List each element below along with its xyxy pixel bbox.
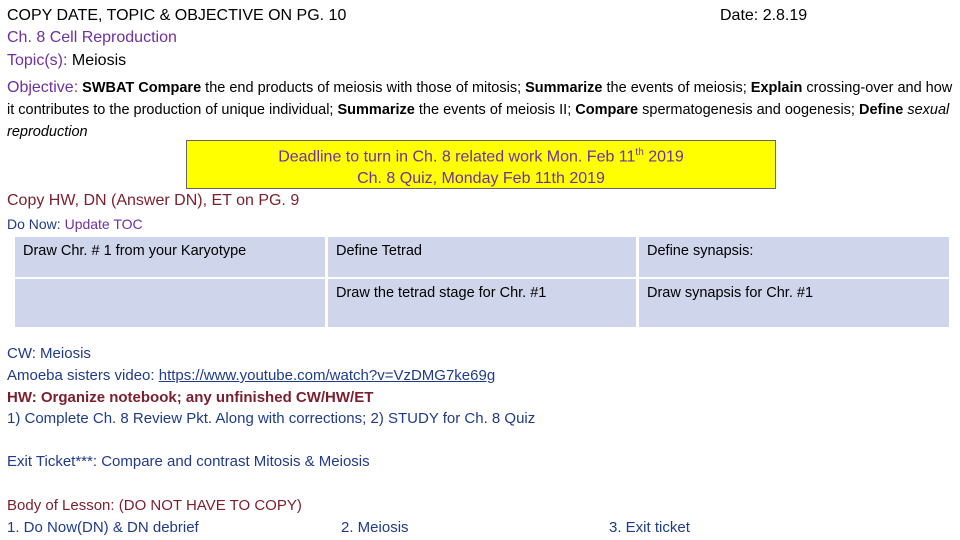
objective-label: Objective: [7, 79, 79, 96]
do-now-label: Do Now: [7, 216, 61, 232]
homework-tasks: 1) Complete Ch. 8 Review Pkt. Along with corrections; 2) STUDY for Ch. 8 Quiz [7, 410, 536, 427]
lesson-step-1: 1. Do Now(DN) & DN debrief [7, 519, 199, 536]
table-cell [15, 279, 325, 327]
objective-paragraph [7, 77, 953, 143]
objective-verb: Summarize [525, 80, 603, 96]
table-cell: Draw synapsis for Chr. #1 [639, 279, 949, 327]
video-line [7, 366, 495, 386]
deadline-line-1 [187, 142, 775, 168]
do-now-table [12, 235, 952, 329]
objective-text: spermatogenesis and oogenesis; [638, 102, 859, 118]
deadline-text: Deadline to turn in Ch. 8 related work Mon. Feb 11 [278, 148, 636, 166]
classwork-line: CW: Meiosis [7, 345, 91, 362]
exit-ticket-line: Exit Ticket***: Compare and contrast Mitosis & Meiosis [7, 453, 370, 470]
deadline-superscript: th [635, 147, 644, 158]
copy-instructions-title: COPY DATE, TOPIC & OBJECTIVE ON PG. 10 [7, 7, 347, 24]
objective-verb: Define [859, 102, 904, 118]
do-now-value: Update TOC [60, 216, 143, 232]
objective-text: the end products of meiosis with those of mitosis; [201, 80, 526, 96]
table-row [15, 279, 949, 327]
lesson-step-2: 2. Meiosis [341, 519, 409, 536]
do-now-line [7, 215, 143, 233]
objective-swbat: SWBAT [78, 80, 139, 96]
homework-line: HW: Organize notebook; any unfinished CW/HW/ET [7, 389, 374, 406]
objective-verb: Explain [750, 80, 803, 96]
table-cell: Define synapsis: [639, 237, 949, 277]
objective-text: crossing-over and how it contributes to the production of unique individual; [7, 80, 953, 118]
video-label: Amoeba sisters video: [7, 367, 159, 384]
topic-label: Topic(s): [7, 52, 68, 69]
date-label: Date: 2.8.19 [720, 7, 808, 24]
lesson-step-3: 3. Exit ticket [609, 519, 690, 536]
objective-text: the events of meiosis; [602, 80, 751, 96]
table-cell: Draw the tetrad stage for Chr. #1 [328, 279, 636, 327]
objective-verb: Compare [138, 80, 202, 96]
deadline-line-2: Ch. 8 Quiz, Monday Feb 11th 2019 [357, 170, 605, 188]
topic-line [7, 51, 126, 71]
objective-text: the events of meiosis II; [414, 102, 576, 118]
table-cell: Define Tetrad [328, 237, 636, 277]
chapter-title: Ch. 8 Cell Reproduction [7, 29, 177, 46]
objective-verb: Compare [575, 102, 639, 118]
video-link[interactable]: https://www.youtube.com/watch?v=VzDMG7ke69g [158, 367, 496, 384]
objective-verb: Summarize [337, 102, 415, 118]
body-of-lesson-title: Body of Lesson: (DO NOT HAVE TO COPY) [7, 497, 302, 514]
table-cell: Draw Chr. # 1 from your Karyotype [15, 237, 325, 277]
objective-text: sexual reproduction [7, 102, 950, 140]
topic-value: Meiosis [67, 52, 127, 69]
deadline-box [186, 140, 776, 189]
copy-hw-instructions: Copy HW, DN (Answer DN), ET on PG. 9 [7, 192, 300, 209]
table-row [15, 237, 949, 277]
deadline-year: 2019 [643, 148, 684, 166]
